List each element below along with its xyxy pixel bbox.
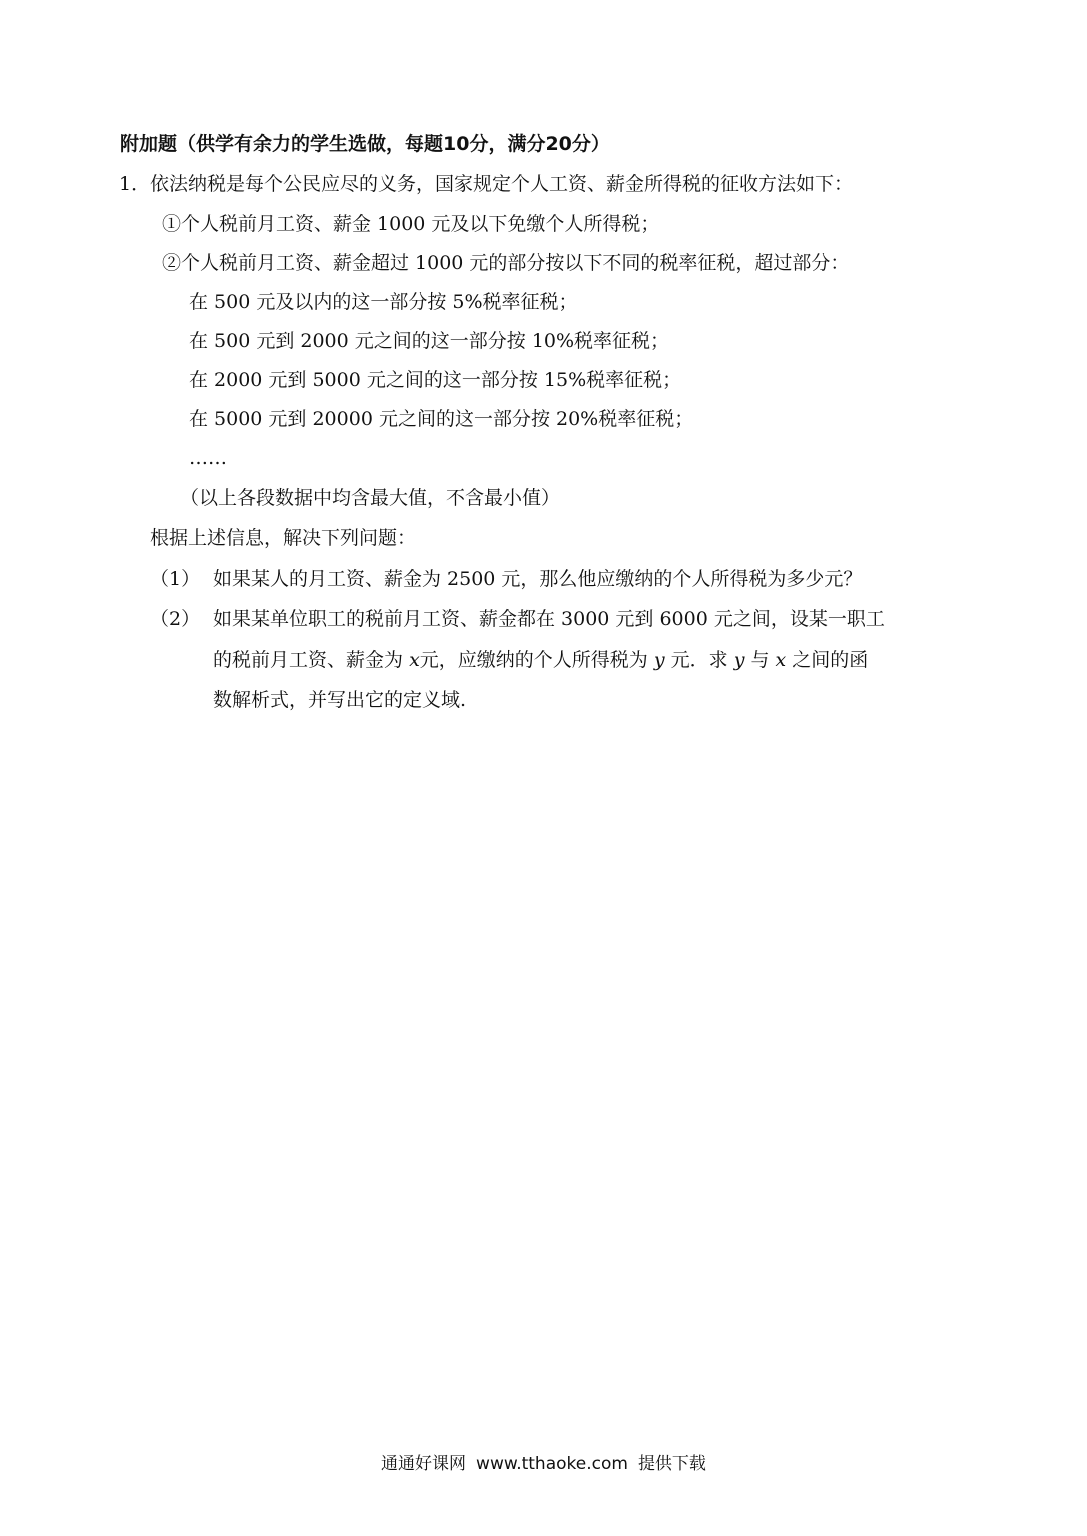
sub-question-1-label: （1） [150,568,201,590]
tax-bracket-ellipsis: …… [189,447,227,469]
bracket-note: （以上各段数据中均含最大值，不含最小值） [180,487,561,509]
sub-question-2-line-2 [213,647,868,673]
rule-2: ②个人税前月工资、薪金超过 1000 元的部分按以下不同的税率征税，超过部分： [162,252,850,274]
sub-question-2-line-3: 数解析式，并写出它的定义域. [213,689,467,711]
sub-question-2-label: （2） [150,608,201,630]
sub-question-2-line-1: 如果某单位职工的税前月工资、薪金都在 3000 元到 6000 元之间，设某一职工 [213,608,885,630]
variable-y: y [733,649,745,671]
variable-x: x [775,649,787,671]
variable-x: x [409,649,420,671]
footer-url[interactable]: www.tthaoke.com [476,1454,628,1474]
text-segment: 与 [750,649,770,671]
text-segment: 元．求 [670,649,728,671]
footer-suffix: 提供下载 [637,1454,706,1474]
tax-bracket-2: 在 500 元到 2000 元之间的这一部分按 10%税率征税； [189,330,670,352]
question-prompt: 根据上述信息，解决下列问题： [150,527,417,549]
rule-1: ①个人税前月工资、薪金 1000 元及以下免缴个人所得税； [162,213,660,235]
tax-bracket-3: 在 2000 元到 5000 元之间的这一部分按 15%税率征税； [189,369,682,391]
question-number: 1． [119,173,151,195]
tax-bracket-4: 在 5000 元到 20000 元之间的这一部分按 20%税率征税； [189,408,694,430]
text-segment: 之间的函 [792,649,869,671]
question-intro: 依法纳税是每个公民应尽的义务，国家规定个人工资、薪金所得税的征收方法如下： [150,173,854,195]
sub-question-1-text: 如果某人的月工资、薪金为 2500 元，那么他应缴纳的个人所得税为多少元？ [213,568,863,590]
section-heading: 附加题（供学有余力的学生选做，每题10分，满分20分） [120,133,610,155]
page-footer [0,1452,1087,1476]
variable-y: y [653,649,665,671]
text-segment: 的税前月工资、薪金为 [213,649,404,671]
footer-site-name: 通通好课网 [381,1454,467,1474]
text-segment: 元，应缴纳的个人所得税为 [419,649,648,671]
tax-bracket-1: 在 500 元及以内的这一部分按 5%税率征税； [189,291,578,313]
